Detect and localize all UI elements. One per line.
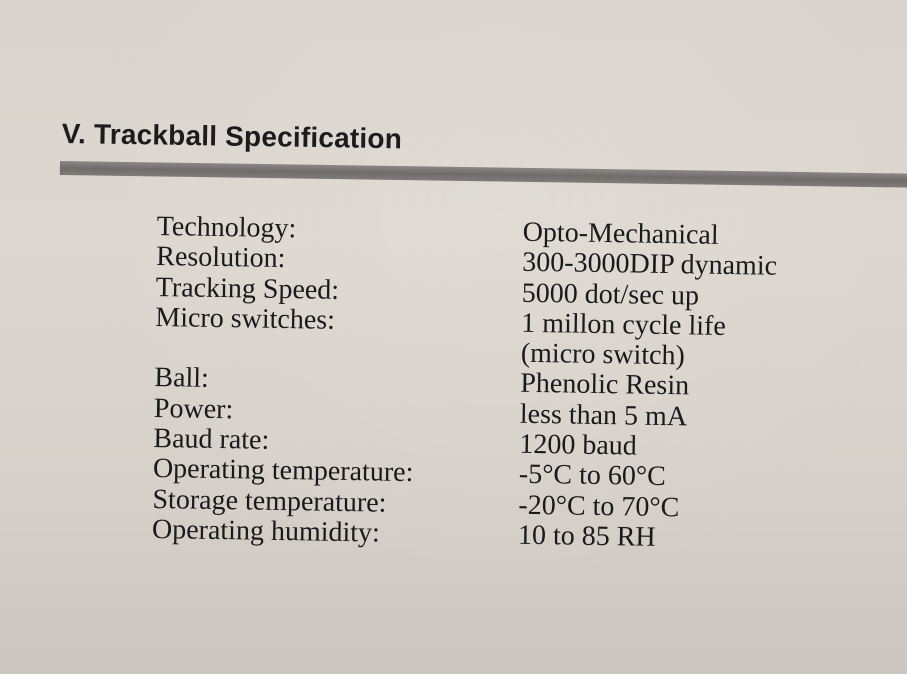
spec-value: Opto-Mechanical (522, 216, 719, 251)
spec-value: Phenolic Resin (520, 368, 690, 402)
spec-value: (micro switch) (520, 337, 686, 372)
section-title: V. Trackball Specification (61, 118, 403, 155)
spec-value: 300-3000DIP dynamic (522, 247, 778, 283)
spec-label: Operating humidity: (151, 513, 381, 549)
spec-label: Power: (153, 392, 234, 426)
spec-table (152, 212, 843, 556)
spec-label: Tracking Speed: (155, 271, 340, 306)
spec-value: 1200 baud (519, 428, 638, 462)
spec-value: -5°C to 60°C (518, 459, 667, 493)
spec-label: Operating temperature: (152, 453, 414, 489)
spec-value: 5000 dot/sec up (521, 277, 700, 312)
section-divider (60, 161, 907, 188)
spec-label: Ball: (154, 362, 210, 395)
spec-value: 10 to 85 RH (517, 519, 656, 553)
spec-label: Micro switches: (155, 301, 336, 336)
spec-value: -20°C to 70°C (518, 489, 680, 523)
spec-value: less than 5 mA (519, 398, 688, 433)
spec-label: Baud rate: (153, 423, 270, 456)
spec-label: Resolution: (156, 241, 286, 275)
spec-label: Technology: (156, 211, 297, 245)
spec-label: Storage temperature: (152, 483, 387, 519)
spec-value: 1 millon cycle life (521, 307, 727, 342)
